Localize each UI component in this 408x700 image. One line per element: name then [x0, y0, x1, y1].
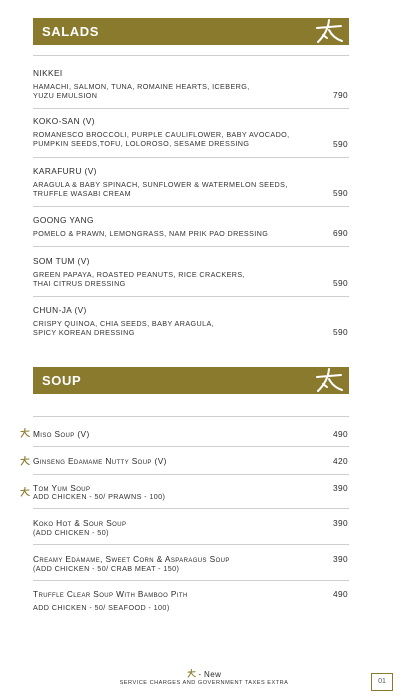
menu-item-description: YUZU EMULSION — [33, 91, 98, 100]
soup-header — [33, 367, 349, 394]
page-number: 01 — [371, 673, 393, 691]
menu-item-name: Tom Yum Soup — [33, 483, 91, 493]
divider — [33, 55, 349, 56]
new-legend — [0, 669, 408, 679]
menu-item-description: SPICY KOREAN DRESSING — [33, 328, 135, 337]
new-legend-label: - New — [198, 670, 222, 679]
menu-item-price: 690 — [332, 228, 348, 238]
divider — [33, 544, 349, 545]
divider — [33, 416, 349, 417]
menu-item-name: SOM TUM (V) — [33, 256, 90, 266]
menu-item-description: GREEN PAPAYA, ROASTED PEANUTS, RICE CRACKERS, — [33, 270, 245, 279]
menu-item-name: Ginseng Edamame Nutty Soup (V) — [33, 456, 167, 466]
menu-item-name: Koko Hot & Sour Soup — [33, 518, 127, 528]
menu-item-name: CHUN-JA (V) — [33, 305, 87, 315]
footer-note: SERVICE CHARGES AND GOVERNMENT TAXES EXTRA — [119, 680, 289, 686]
salads-header — [33, 18, 349, 45]
menu-item-price: 420 — [332, 456, 348, 466]
menu-item-price: 490 — [332, 429, 348, 439]
divider — [33, 446, 349, 447]
menu-item-description: ARAGULA & BABY SPINACH, SUNFLOWER & WATERMELON SEEDS, — [33, 180, 288, 189]
menu-item-name: Truffle Clear Soup With Bamboo Pith — [33, 589, 188, 599]
chinese-character-logo-icon — [313, 367, 345, 394]
menu-item-name: KOKO-SAN (V) — [33, 116, 95, 126]
menu-item-name: Miso Soup (V) — [33, 429, 90, 439]
menu-item-price: 590 — [332, 278, 348, 288]
menu-item-description: HAMACHI, SALMON, TUNA, ROMAINE HEARTS, ICEBERG, — [33, 82, 250, 91]
menu-item-description: PUMPKIN SEEDS,TOFU, LOLOROSO, SESAME DRESSING — [33, 139, 250, 148]
menu-item-description: (ADD CHICKEN - 50) — [33, 528, 109, 537]
menu-item-description: CRISPY QUINOA, CHIA SEEDS, BABY ARAGULA, — [33, 319, 215, 328]
menu-item-description: (ADD CHICKEN - 50/ CRAB MEAT - 150) — [33, 564, 180, 573]
menu-item-name: GOONG YANG — [33, 215, 94, 225]
chinese-character-new-icon — [187, 669, 196, 678]
divider — [33, 580, 349, 581]
menu-item-price: 590 — [332, 327, 348, 337]
soup-title: SOUP — [42, 373, 82, 388]
menu-item-price: 390 — [332, 518, 348, 528]
chinese-character-logo-icon — [313, 18, 345, 45]
divider — [33, 474, 349, 475]
menu-item-price: 390 — [332, 483, 348, 493]
menu-item-description: ROMANESCO BROCCOLI, PURPLE CAULIFLOWER, BABY AVOCADO, — [33, 130, 290, 139]
menu-item-description: THAI CITRUS DRESSING — [33, 279, 126, 288]
menu-item-price: 390 — [332, 554, 348, 564]
menu-item-description: ADD CHICKEN - 50/ SEAFOOD - 100) — [33, 603, 170, 612]
menu-item-description: ADD CHICKEN - 50/ PRAWNS - 100) — [33, 492, 166, 501]
divider — [33, 108, 349, 109]
salads-title: SALADS — [42, 24, 100, 39]
menu-item-price: 490 — [332, 589, 348, 599]
divider — [33, 206, 349, 207]
menu-item-price: 590 — [332, 139, 348, 149]
menu-item-price: 590 — [332, 188, 348, 198]
menu-item-name: Creamy Edamame, Sweet Corn & Asparagus Soup — [33, 554, 230, 564]
new-item-icon — [20, 487, 30, 497]
menu-item-description: POMELO & PRAWN, LEMONGRASS, NAM PRIK PAO DRESSING — [33, 229, 269, 238]
menu-item-description: TRUFFLE WASABI CREAM — [33, 189, 131, 198]
new-item-icon — [20, 456, 30, 466]
menu-item-name: KARAFURU (V) — [33, 166, 97, 176]
divider — [33, 157, 349, 158]
divider — [33, 246, 349, 247]
divider — [33, 296, 349, 297]
new-item-icon — [20, 428, 30, 438]
divider — [33, 508, 349, 509]
menu-item-name: NIKKEI — [33, 68, 63, 78]
menu-item-price: 790 — [332, 90, 348, 100]
